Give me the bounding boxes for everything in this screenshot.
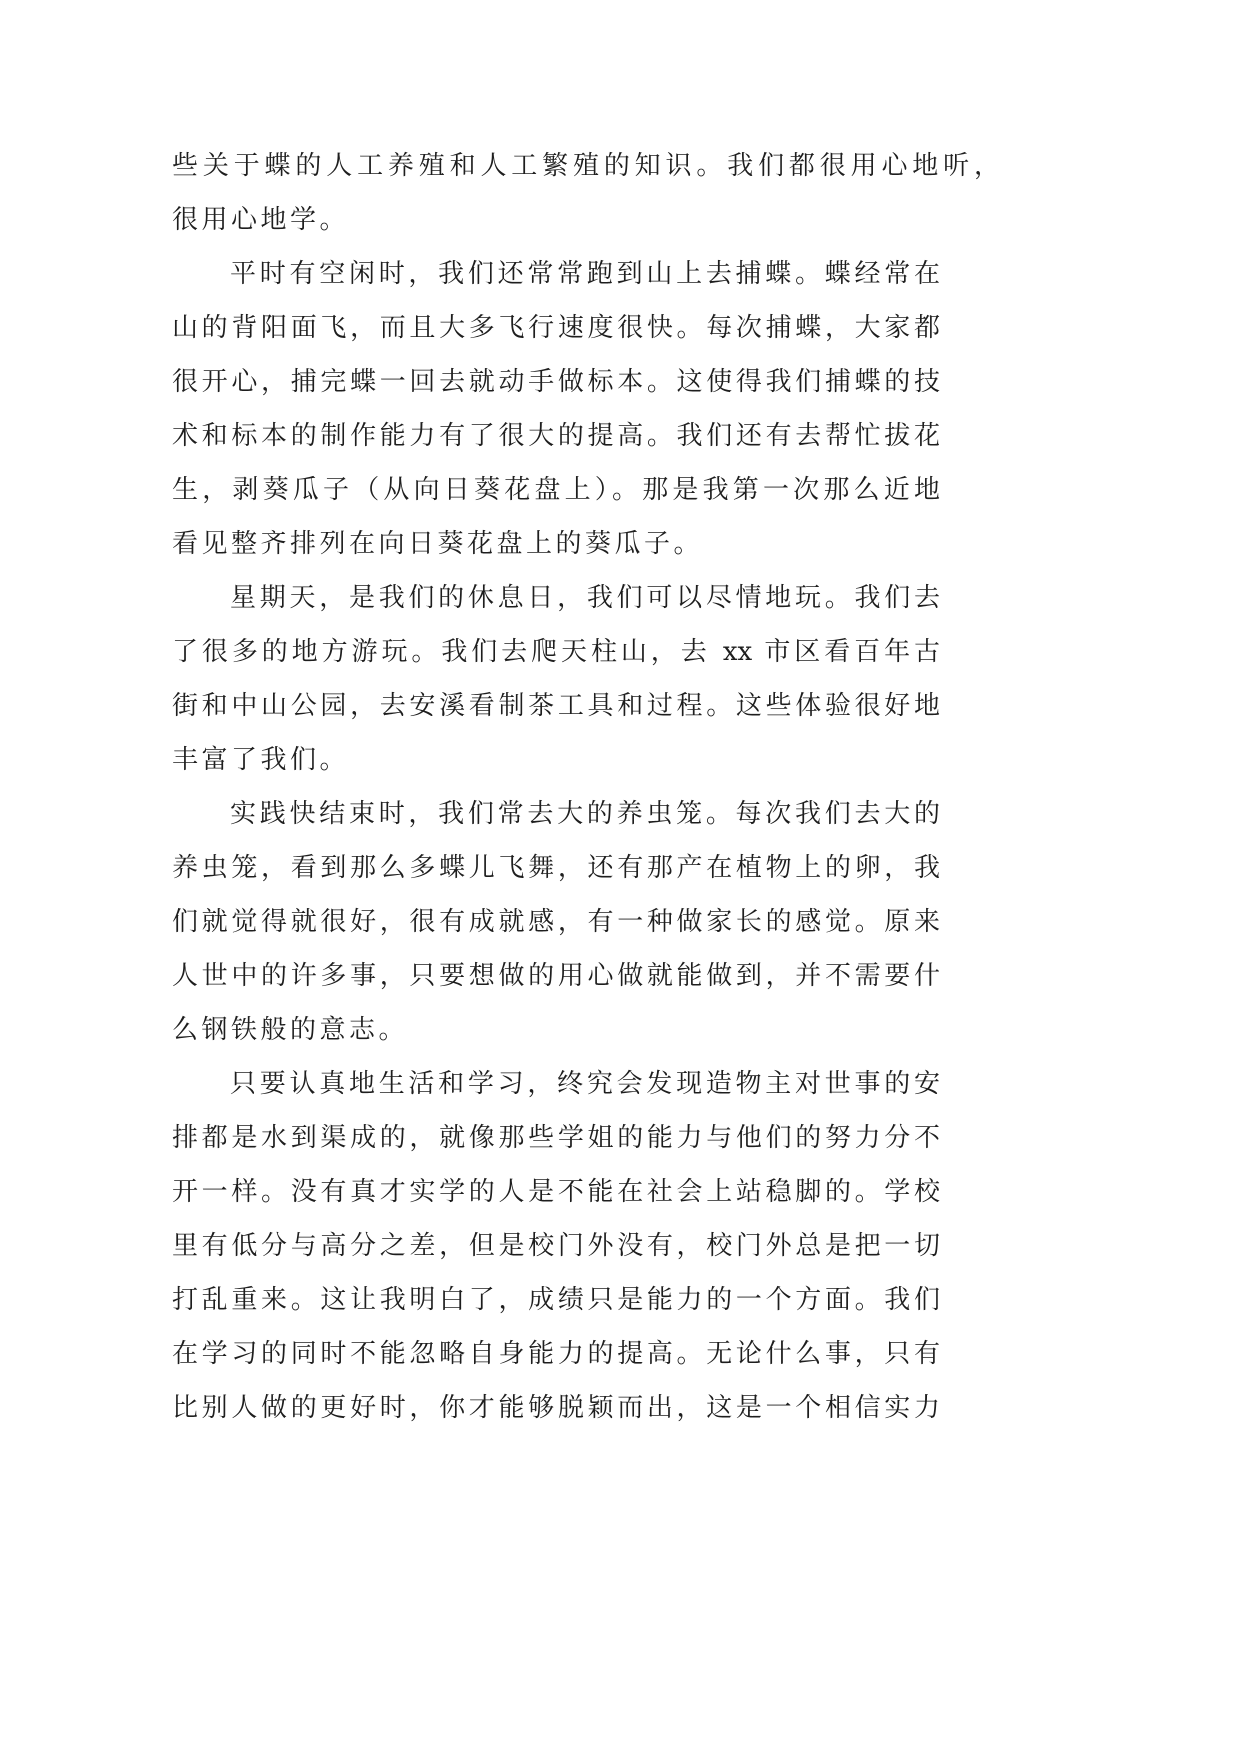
- text-line: 里有低分与高分之差，但是校门外没有，校门外总是把一切: [172, 1231, 940, 1261]
- text-line: 在学习的同时不能忽略自身能力的提高。无论什么事，只有: [172, 1339, 940, 1369]
- text-line: 很用心地学。: [172, 205, 350, 235]
- text-line: 打乱重来。这让我明白了，成绩只是能力的一个方面。我们: [172, 1285, 940, 1315]
- paragraph-first-line: 实践快结束时，我们常去大的养虫笼。每次我们去大的: [230, 799, 940, 829]
- text-line: 街和中山公园，去安溪看制茶工具和过程。这些体验很好地: [172, 691, 940, 721]
- text-line: 看见整齐排列在向日葵花盘上的葵瓜子。: [172, 529, 704, 559]
- text-line: 人世中的许多事，只要想做的用心做就能做到，并不需要什: [172, 961, 940, 991]
- text-line: 开一样。没有真才实学的人是不能在社会上站稳脚的。学校: [172, 1177, 940, 1207]
- paragraph-first-line: 只要认真地生活和学习，终究会发现造物主对世事的安: [230, 1069, 940, 1099]
- text-line: 养虫笼，看到那么多蝶儿飞舞，还有那产在植物上的卵，我: [172, 853, 940, 883]
- text-line: 些关于蝶的人工养殖和人工繁殖的知识。我们都很用心地听，: [172, 151, 1000, 181]
- text-line: 排都是水到渠成的，就像那些学姐的能力与他们的努力分不: [172, 1123, 940, 1153]
- paragraph-first-line: 星期天，是我们的休息日，我们可以尽情地玩。我们去: [230, 583, 940, 613]
- text-line: 术和标本的制作能力有了很大的提高。我们还有去帮忙拔花: [172, 421, 940, 451]
- text-line: 很开心，捕完蝶一回去就动手做标本。这使得我们捕蝶的技: [172, 367, 940, 397]
- paragraph-first-line: 平时有空闲时，我们还常常跑到山上去捕蝶。蝶经常在: [230, 259, 940, 289]
- text-line: 山的背阳面飞，而且大多飞行速度很快。每次捕蝶，大家都: [172, 313, 940, 343]
- text-line: 生，剥葵瓜子（从向日葵花盘上）。那是我第一次那么近地: [172, 475, 940, 505]
- text-line: 了很多的地方游玩。我们去爬天柱山，去 xx 市区看百年古: [172, 637, 940, 667]
- text-line: 们就觉得就很好，很有成就感，有一种做家长的感觉。原来: [172, 907, 940, 937]
- body-text: [172, 139, 1002, 1435]
- text-line: 比别人做的更好时，你才能够脱颖而出，这是一个相信实力: [172, 1393, 940, 1423]
- text-line: 丰富了我们。: [172, 745, 350, 775]
- text-line: 么钢铁般的意志。: [172, 1015, 409, 1045]
